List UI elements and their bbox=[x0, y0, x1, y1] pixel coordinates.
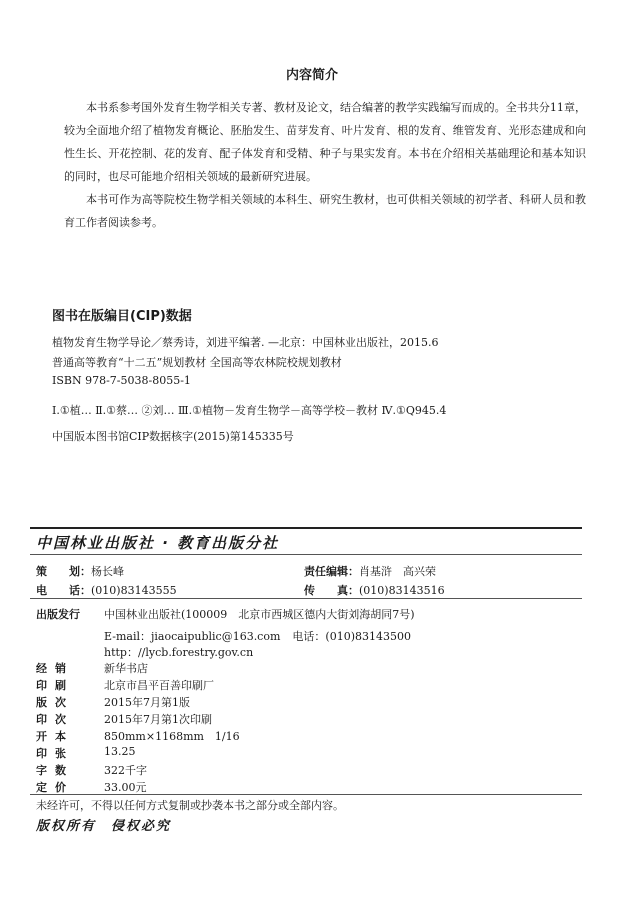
cip-title: 图书在版编目(CIP)数据 bbox=[52, 309, 192, 324]
distribution-contact bbox=[104, 625, 411, 644]
intro-paragraph-1: 本书系参考国外发育生物学相关专著、教材及论文，结合编著的教学实践编写而成的。全书共分11章，较为全面地介绍了植物发育概论、胚胎发生、苗芽发育、叶片发育、根的发育、维管发育、光形态建成和向性生长、开花控制、花的发育、配子体发育和受精、种子与果实发育。本书在介绍相关基础理论和基本知识的同时，也尽可能地介绍相关领域的最新研究进展。 bbox=[64, 101, 586, 183]
spec-value: 新华书店 bbox=[104, 662, 148, 675]
rights-notice: 版权所有 侵权必究 bbox=[36, 819, 172, 834]
distribution-label: 出版发行 bbox=[36, 608, 80, 621]
spec-label: 开本 bbox=[36, 730, 74, 743]
fax-label: 传 真： bbox=[304, 584, 359, 597]
cip-line-bibliographic: 植物发育生物学导论／蔡秀诗，刘进平编著. —北京：中国林业出版社，2015.6 bbox=[52, 336, 439, 349]
editor-field bbox=[304, 560, 436, 579]
banner-top-rule bbox=[30, 527, 582, 529]
distribution-address: 中国林业出版社(100009 北京市西城区德内大街刘海胡同7号) bbox=[104, 608, 415, 621]
cip-line-series: 普通高等教育“十二五”规划教材 全国高等农林院校规划教材 bbox=[52, 356, 342, 369]
publisher-banner: 中国林业出版社 · 教育出版分社 bbox=[36, 534, 280, 552]
spec-value: 北京市昌平百善印刷厂 bbox=[104, 679, 214, 692]
editor-value: 肖基浒 高兴荣 bbox=[359, 565, 436, 578]
spec-value: 322千字 bbox=[104, 764, 147, 777]
spec-label: 印张 bbox=[36, 747, 74, 760]
footer-divider bbox=[30, 794, 582, 795]
spec-label: 版次 bbox=[36, 696, 74, 709]
spec-value: 33.00元 bbox=[104, 781, 147, 794]
spec-value: 2015年7月第1版 bbox=[104, 696, 190, 709]
email-label: E-mail： bbox=[104, 630, 151, 643]
intro-paragraph-2: 本书可作为高等院校生物学相关领域的本科生、研究生教材，也可供相关领域的初学者、科研人员和教育工作者阅读参考。 bbox=[64, 193, 586, 229]
tel-label: 电话： bbox=[292, 630, 326, 643]
phone-label: 电 话： bbox=[36, 584, 91, 597]
spec-label: 字数 bbox=[36, 764, 74, 777]
contact-divider bbox=[30, 598, 582, 599]
email-link[interactable]: jiaocaipublic@163.com bbox=[150, 630, 281, 643]
copy-notice: 未经许可，不得以任何方式复制或抄袭本书之部分或全部内容。 bbox=[36, 799, 344, 812]
fax-field bbox=[304, 579, 445, 598]
cip-line-classification: Ⅰ.①植… Ⅱ.①蔡… ②刘… Ⅲ.①植物－发育生物学－高等学校－教材 Ⅳ.①Q945.4 bbox=[52, 404, 447, 417]
fax-value: (010)83143516 bbox=[359, 584, 445, 597]
planner-value: 杨长峰 bbox=[91, 565, 124, 578]
cip-line-isbn: ISBN 978-7-5038-8055-1 bbox=[52, 374, 191, 387]
spec-label: 印次 bbox=[36, 713, 74, 726]
editor-label: 责任编辑： bbox=[304, 565, 359, 578]
intro-heading: 内容简介 bbox=[285, 68, 338, 83]
spec-label: 定价 bbox=[36, 781, 74, 794]
planner-field bbox=[36, 560, 124, 579]
website-link[interactable]: http：//lycb.forestry.gov.cn bbox=[104, 646, 254, 659]
spec-label: 经销 bbox=[36, 662, 74, 675]
phone-value: (010)83143555 bbox=[91, 584, 177, 597]
spec-value: 13.25 bbox=[104, 745, 136, 758]
spec-label: 印刷 bbox=[36, 679, 74, 692]
cip-line-record-number: 中国版本图书馆CIP数据核字(2015)第145335号 bbox=[52, 430, 294, 443]
tel-value: (010)83143500 bbox=[325, 630, 411, 643]
spec-value: 2015年7月第1次印刷 bbox=[104, 713, 212, 726]
planner-label: 策 划： bbox=[36, 565, 91, 578]
spec-value: 850mm×1168mm 1/16 bbox=[104, 730, 240, 743]
banner-bottom-rule bbox=[30, 554, 582, 555]
phone-field bbox=[36, 579, 177, 598]
